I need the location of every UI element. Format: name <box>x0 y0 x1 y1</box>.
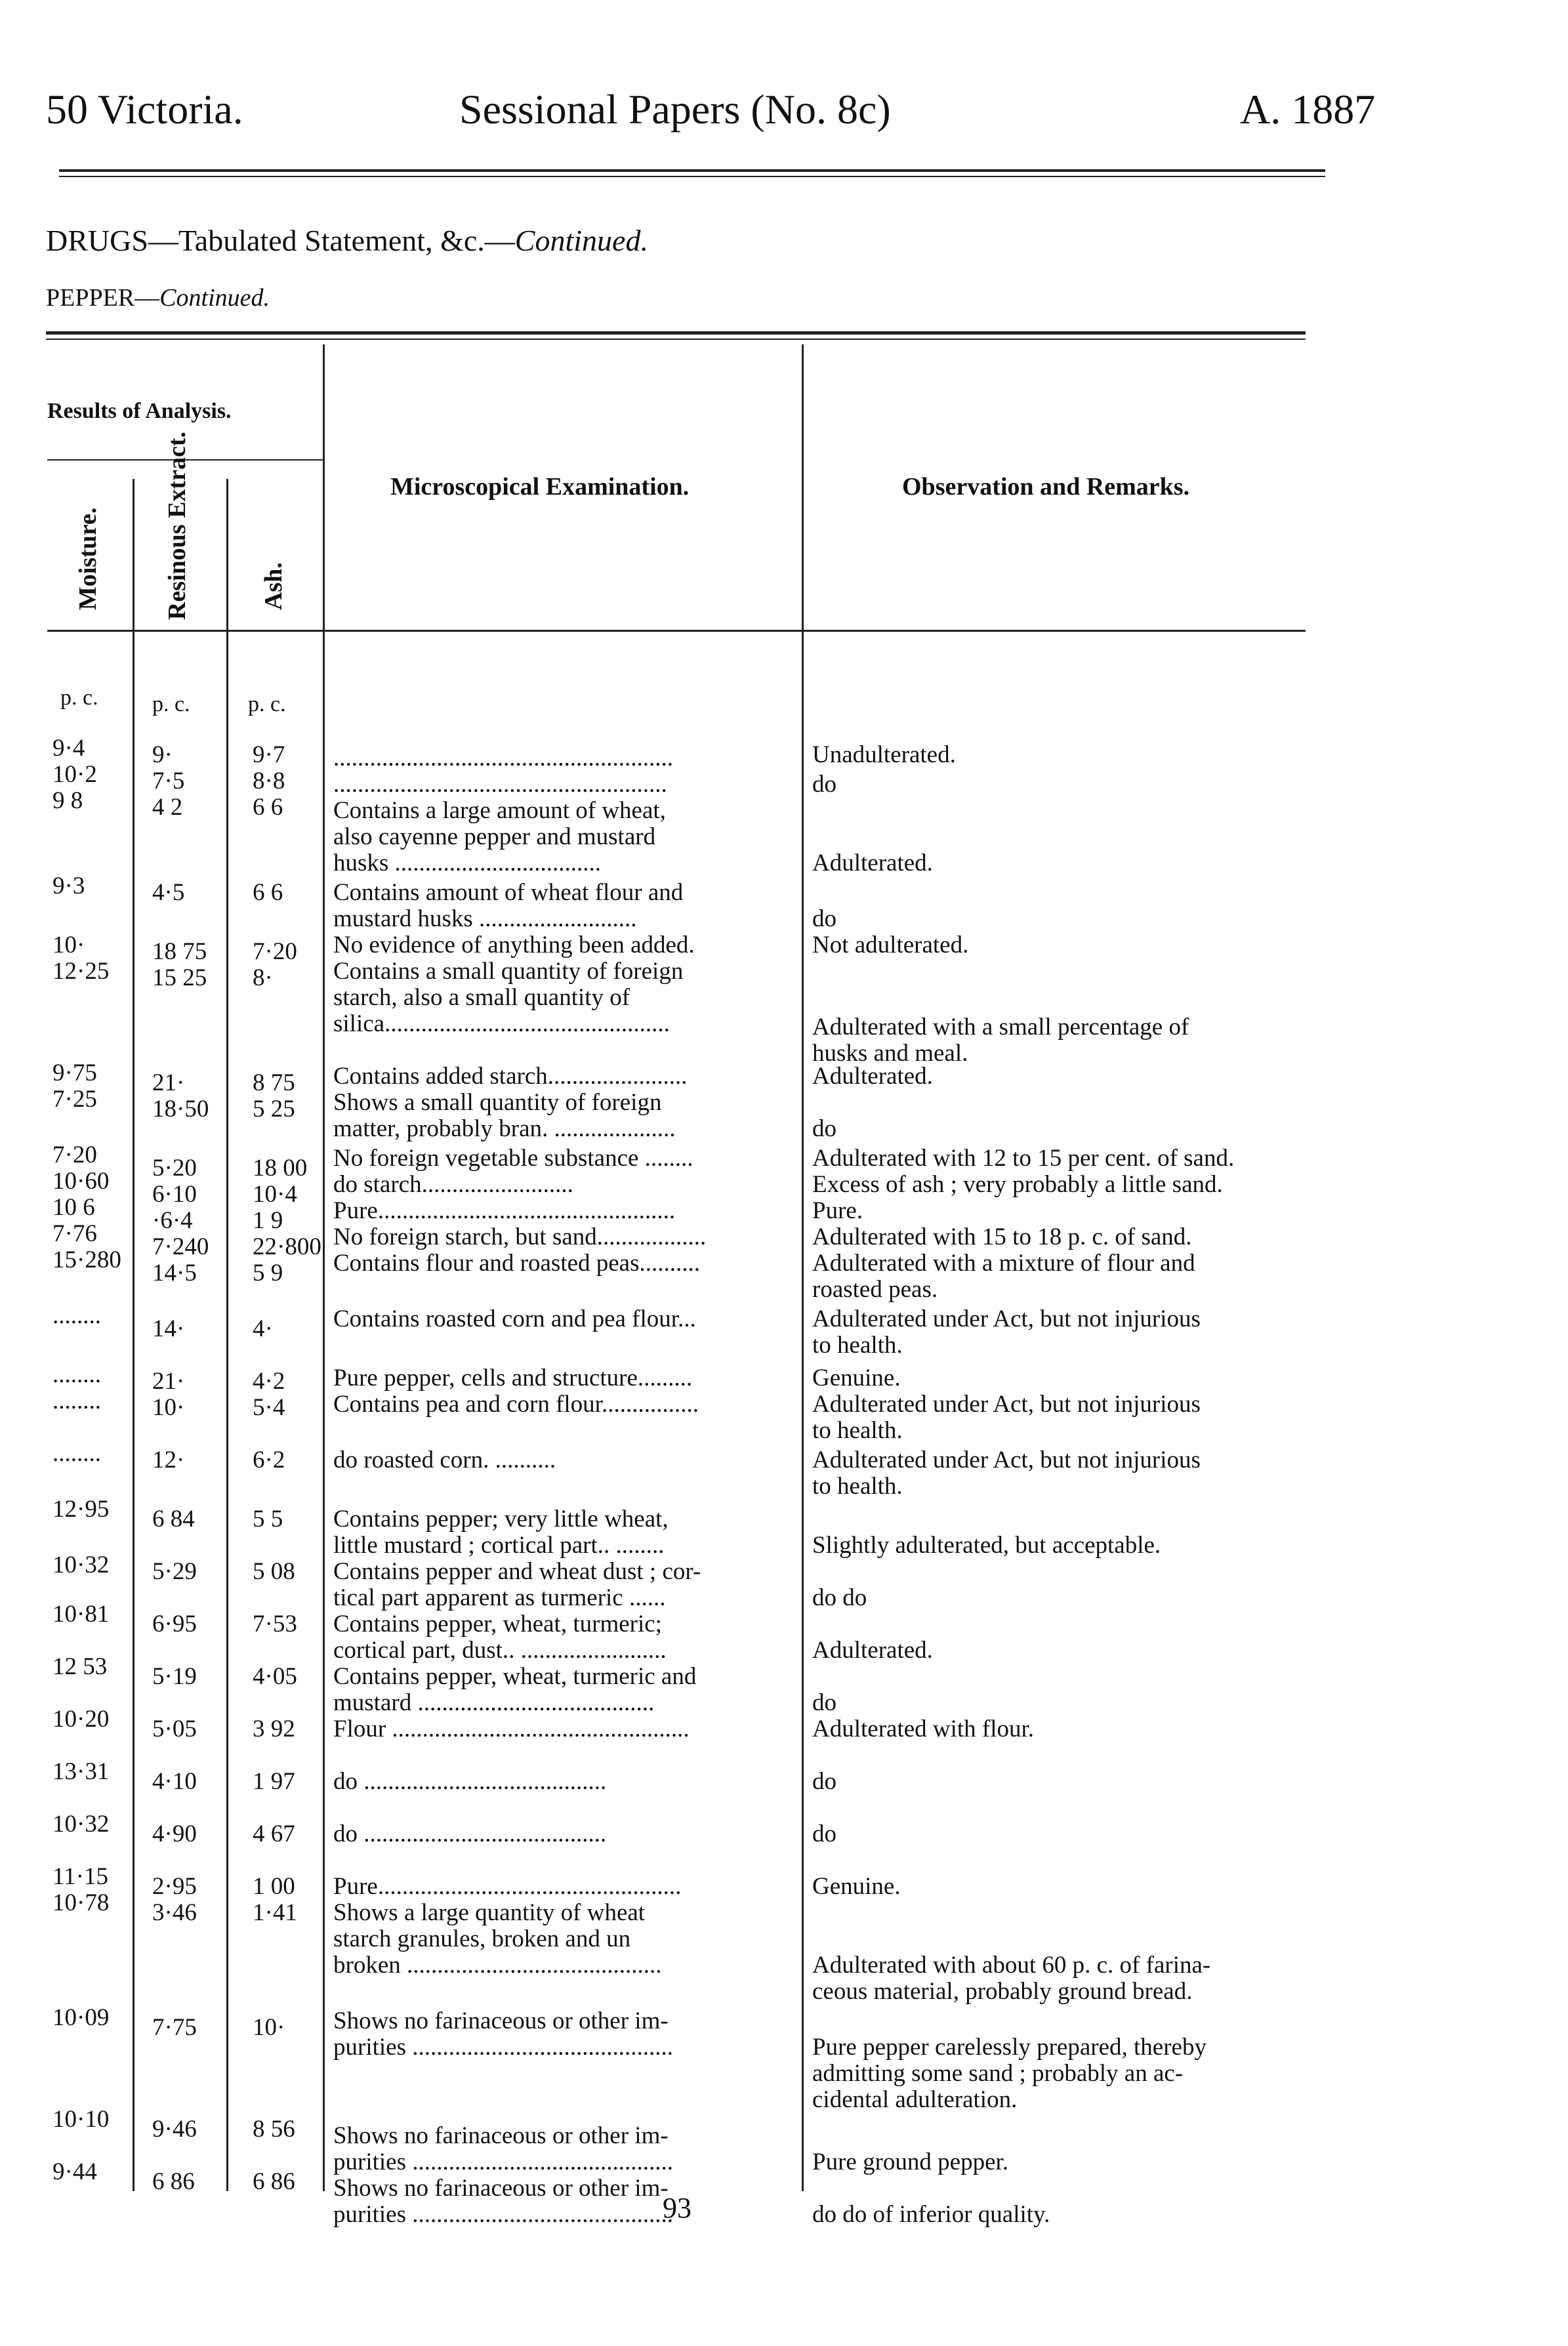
moisture-value-24: 11·15 <box>52 1863 108 1890</box>
micro-line-5: Contains amount of wheat flour and <box>333 879 684 906</box>
micro-line-31: Flour ................................................. <box>333 1716 690 1742</box>
obs-line-8: do <box>812 1115 836 1142</box>
resinous-value-9: 6·10 <box>152 1181 197 1208</box>
micro-line-33: do ........................................ <box>333 1821 607 1847</box>
header-left: 50 Victoria. <box>46 86 243 133</box>
col-rule-4 <box>802 344 804 2191</box>
obs-line-14: roasted peas. <box>812 1276 938 1303</box>
obs-line-16: to health. <box>812 1332 903 1359</box>
obs-line-17: Genuine. <box>812 1365 901 1391</box>
moisture-value-13: ........ <box>52 1302 101 1329</box>
resinous-value-10: ·6·4 <box>152 1207 193 1234</box>
col-rule-3 <box>323 344 325 2191</box>
moisture-value-4: 10· <box>52 932 85 958</box>
moisture-value-5: 12·25 <box>52 958 110 985</box>
page-title <box>46 223 648 258</box>
ash-value-1: 8·8 <box>253 768 285 794</box>
resinous-value-26: 7·75 <box>152 2014 197 2041</box>
micro-line-1: ....................................................... <box>333 771 667 798</box>
moisture-value-14: ........ <box>52 1361 101 1388</box>
micro-line-27: Contains pepper, wheat, turmeric; <box>333 1611 662 1637</box>
results-header: Results of Analysis. <box>47 399 232 423</box>
ash-value-24: 1 00 <box>253 1873 295 1900</box>
resinous-value-20: 5·19 <box>152 1663 197 1690</box>
header-rule <box>59 169 1325 172</box>
obs-line-34: cidental adulteration. <box>812 2086 1018 2113</box>
moisture-value-21: 10·20 <box>52 1706 110 1733</box>
obs-line-33: admitting some sand ; probably an ac- <box>812 2060 1184 2087</box>
ash-value-10: 1 9 <box>253 1207 283 1234</box>
moisture-value-28: 9·44 <box>52 2158 97 2185</box>
micro-line-25: Contains pepper and wheat dust ; cor- <box>333 1558 701 1585</box>
micro-line-32: do ........................................ <box>333 1768 607 1795</box>
ash-value-7: 5 25 <box>253 1096 295 1122</box>
obs-line-3: do <box>812 905 836 932</box>
obs-line-35: Pure ground pepper. <box>812 2149 1009 2175</box>
micro-line-6: mustard husks .......................... <box>333 905 637 932</box>
ash-value-17: 5 5 <box>253 1506 283 1533</box>
micro-line-26: tical part apparent as turmeric ...... <box>333 1584 666 1611</box>
obs-line-11: Pure. <box>812 1197 863 1224</box>
micro-line-41: purities ........................................... <box>333 2149 673 2175</box>
ash-header: Ash. <box>260 562 287 610</box>
obs-line-20: Adulterated under Act, but not injurious <box>812 1447 1201 1473</box>
resinous-value-7: 18·50 <box>152 1096 209 1122</box>
resinous-unit: p. c. <box>152 692 190 716</box>
moisture-value-3: 9·3 <box>52 873 85 899</box>
micro-line-28: cortical part, dust.. ........................ <box>333 1637 667 1664</box>
obs-line-9: Adulterated with 12 to 15 per cent. of sand. <box>812 1145 1235 1172</box>
resinous-value-0: 9· <box>152 741 173 768</box>
micro-line-29: Contains pepper, wheat, turmeric and <box>333 1663 697 1690</box>
header-right: A. 1887 <box>1240 86 1376 133</box>
resinous-value-6: 21· <box>152 1069 185 1096</box>
obs-line-18: Adulterated under Act, but not injurious <box>812 1391 1201 1418</box>
header-bottom-rule <box>47 630 1306 632</box>
moisture-unit: p. c. <box>60 686 98 710</box>
moisture-value-27: 10·10 <box>52 2106 110 2133</box>
obs-line-29: Genuine. <box>812 1873 901 1900</box>
obs-line-2: Adulterated. <box>812 850 933 876</box>
moisture-value-2: 9 8 <box>52 787 83 814</box>
moisture-value-7: 7·25 <box>52 1086 97 1113</box>
moisture-value-9: 10·60 <box>52 1168 110 1195</box>
moisture-value-20: 12 53 <box>52 1653 108 1680</box>
micro-line-38: Shows no farinaceous or other im- <box>333 2007 669 2034</box>
micro-line-2: Contains a large amount of wheat, <box>333 797 666 824</box>
table-top-rule <box>46 331 1306 335</box>
obs-line-22: Slightly adulterated, but acceptable. <box>812 1532 1161 1559</box>
micro-line-3: also cayenne pepper and mustard <box>333 823 656 850</box>
ash-value-2: 6 6 <box>253 794 283 821</box>
obs-line-24: Adulterated. <box>812 1637 933 1664</box>
moisture-value-25: 10·78 <box>52 1889 110 1916</box>
micro-line-13: matter, probably bran. .................... <box>333 1115 676 1142</box>
ash-value-20: 4·05 <box>253 1663 297 1690</box>
table-top-rule-thin <box>46 339 1306 340</box>
resinous-value-8: 5·20 <box>152 1155 197 1182</box>
col-rule-2 <box>226 479 228 2191</box>
title-main-cont: Continued. <box>514 224 648 257</box>
micro-line-40: Shows no farinaceous or other im- <box>333 2122 669 2149</box>
resinous-value-1: 7·5 <box>152 768 185 794</box>
ash-value-14: 4·2 <box>253 1368 285 1395</box>
micro-line-10: silica............................................... <box>333 1010 670 1037</box>
obs-line-32: Pure pepper carelessly prepared, thereby <box>812 2034 1207 2061</box>
ash-value-18: 5 08 <box>253 1558 295 1585</box>
ash-value-8: 18 00 <box>253 1155 308 1182</box>
ash-value-11: 22·800 <box>253 1233 321 1260</box>
micro-line-37: broken .......................................... <box>333 1952 662 1979</box>
header-rule-thin <box>59 176 1325 177</box>
micro-line-30: mustard ....................................... <box>333 1689 655 1716</box>
ash-value-25: 1·41 <box>253 1899 297 1926</box>
ash-unit: p. c. <box>248 692 286 716</box>
ash-value-19: 7·53 <box>253 1611 297 1637</box>
micro-line-7: No evidence of anything been added. <box>333 932 695 958</box>
resinous-value-25: 3·46 <box>152 1899 197 1926</box>
moisture-value-19: 10·81 <box>52 1601 110 1628</box>
resinous-value-13: 14· <box>152 1315 185 1342</box>
ash-value-21: 3 92 <box>253 1716 295 1742</box>
micro-line-16: Pure................................................. <box>333 1197 676 1224</box>
micro-line-14: No foreign vegetable substance ........ <box>333 1145 693 1172</box>
moisture-value-17: 12·95 <box>52 1496 110 1523</box>
micro-line-15: do starch......................... <box>333 1171 573 1198</box>
ash-value-0: 9·7 <box>253 741 285 768</box>
micro-line-8: Contains a small quantity of foreign <box>333 958 684 985</box>
resinous-value-27: 9·46 <box>152 2116 197 2143</box>
subtitle-main: PEPPER— <box>46 284 160 312</box>
resinous-header: Resinous Extract. <box>163 431 191 620</box>
obs-line-30: Adulterated with about 60 p. c. of farina- <box>812 1952 1211 1979</box>
obs-line-6: husks and meal. <box>812 1040 968 1067</box>
micro-line-34: Pure.................................................. <box>333 1873 682 1900</box>
obs-line-25: do <box>812 1689 836 1716</box>
resinous-value-12: 14·5 <box>152 1260 197 1286</box>
ash-value-22: 1 97 <box>253 1768 295 1795</box>
resinous-value-18: 5·29 <box>152 1558 197 1585</box>
moisture-value-26: 10·09 <box>52 2004 110 2031</box>
micro-line-22: do roasted corn. .......... <box>333 1447 556 1473</box>
micro-line-0: ........................................................ <box>333 745 673 772</box>
title-main: DRUGS—Tabulated Statement, &c.— <box>46 224 515 257</box>
micro-line-39: purities ........................................... <box>333 2034 673 2061</box>
obs-line-4: Not adulterated. <box>812 932 969 958</box>
obs-line-5: Adulterated with a small percentage of <box>812 1014 1189 1040</box>
ash-value-9: 10·4 <box>253 1181 297 1208</box>
micro-line-42: Shows no farinaceous or other im- <box>333 2175 669 2202</box>
resinous-value-3: 4·5 <box>152 879 185 906</box>
micro-line-12: Shows a small quantity of foreign <box>333 1089 662 1116</box>
obs-line-13: Adulterated with a mixture of flour and <box>812 1250 1195 1277</box>
resinous-value-14: 21· <box>152 1368 185 1395</box>
micro-line-19: Contains roasted corn and pea flour... <box>333 1306 696 1332</box>
micro-line-20: Pure pepper, cells and structure......... <box>333 1365 693 1391</box>
obs-line-1: do <box>812 771 836 798</box>
page-number: 93 <box>663 2192 691 2224</box>
observation-header: Observation and Remarks. <box>902 473 1190 501</box>
resinous-value-2: 4 2 <box>152 794 183 821</box>
micro-line-9: starch, also a small quantity of <box>333 984 630 1011</box>
obs-line-21: to health. <box>812 1473 903 1500</box>
obs-line-10: Excess of ash ; very probably a little sand. <box>812 1171 1223 1198</box>
subtitle <box>46 283 270 312</box>
ash-value-5: 8· <box>253 964 273 991</box>
micro-line-4: husks .................................. <box>333 850 602 876</box>
resinous-value-24: 2·95 <box>152 1873 197 1900</box>
obs-line-31: ceous material, probably ground bread. <box>812 1978 1193 2005</box>
obs-line-27: do <box>812 1768 836 1795</box>
moisture-value-22: 13·31 <box>52 1758 110 1785</box>
col-rule-1 <box>133 479 134 2191</box>
ash-value-28: 6 86 <box>253 2168 295 2195</box>
obs-line-0: Unadulterated. <box>812 741 956 768</box>
moisture-value-23: 10·32 <box>52 1811 110 1838</box>
micro-line-23: Contains pepper; very little wheat, <box>333 1506 669 1533</box>
obs-line-28: do <box>812 1821 836 1847</box>
ash-value-23: 4 67 <box>253 1821 295 1847</box>
resinous-value-11: 7·240 <box>152 1233 209 1260</box>
moisture-value-1: 10·2 <box>52 761 97 788</box>
resinous-value-21: 5·05 <box>152 1716 197 1742</box>
obs-line-12: Adulterated with 15 to 18 p. c. of sand. <box>812 1224 1192 1250</box>
ash-value-12: 5 9 <box>253 1260 283 1286</box>
resinous-value-19: 6·95 <box>152 1611 197 1637</box>
micro-line-11: Contains added starch....................... <box>333 1063 688 1090</box>
resinous-value-23: 4·90 <box>152 1821 197 1847</box>
moisture-value-11: 7·76 <box>52 1220 97 1247</box>
ash-value-3: 6 6 <box>253 879 283 906</box>
resinous-value-4: 18 75 <box>152 938 207 965</box>
obs-line-36: do do of inferior quality. <box>812 2201 1050 2228</box>
micro-line-17: No foreign starch, but sand.................. <box>333 1224 707 1250</box>
resinous-value-5: 15 25 <box>152 964 207 991</box>
obs-line-23: do do <box>812 1584 867 1611</box>
micro-line-35: Shows a large quantity of wheat <box>333 1899 646 1926</box>
moisture-value-16: ........ <box>52 1440 101 1467</box>
ash-value-6: 8 75 <box>253 1069 295 1096</box>
moisture-header: Moisture. <box>74 507 102 610</box>
micro-line-36: starch granules, broken and un <box>333 1925 631 1952</box>
ash-value-15: 5·4 <box>253 1394 285 1421</box>
moisture-value-0: 9·4 <box>52 735 85 762</box>
micro-line-43: purities ........................................... <box>333 2201 673 2228</box>
moisture-value-6: 9·75 <box>52 1060 97 1086</box>
moisture-value-15: ........ <box>52 1388 101 1414</box>
ash-value-27: 8 56 <box>253 2116 295 2143</box>
resinous-value-16: 12· <box>152 1447 185 1473</box>
ash-value-13: 4· <box>253 1315 273 1342</box>
obs-line-19: to health. <box>812 1417 903 1444</box>
resinous-value-15: 10· <box>152 1394 185 1421</box>
resinous-value-28: 6 86 <box>152 2168 195 2195</box>
obs-line-15: Adulterated under Act, but not injurious <box>812 1306 1201 1332</box>
obs-line-26: Adulterated with flour. <box>812 1716 1035 1742</box>
header-center: Sessional Papers (No. 8c) <box>459 86 891 133</box>
resinous-value-17: 6 84 <box>152 1506 195 1533</box>
obs-line-7: Adulterated. <box>812 1063 933 1090</box>
moisture-value-18: 10·32 <box>52 1552 110 1578</box>
resinous-value-22: 4·10 <box>152 1768 197 1795</box>
ash-value-16: 6·2 <box>253 1447 285 1473</box>
moisture-value-10: 10 6 <box>52 1194 95 1221</box>
micro-line-21: Contains pea and corn flour................ <box>333 1391 699 1418</box>
ash-value-4: 7·20 <box>253 938 297 965</box>
micro-line-24: little mustard ; cortical part.. ........ <box>333 1532 665 1559</box>
moisture-value-8: 7·20 <box>52 1142 97 1168</box>
subtitle-cont: Continued. <box>159 284 270 312</box>
micro-line-18: Contains flour and roasted peas.......... <box>333 1250 700 1277</box>
moisture-value-12: 15·280 <box>52 1246 121 1273</box>
microscopical-header: Microscopical Examination. <box>390 473 690 501</box>
ash-value-26: 10· <box>253 2014 285 2041</box>
